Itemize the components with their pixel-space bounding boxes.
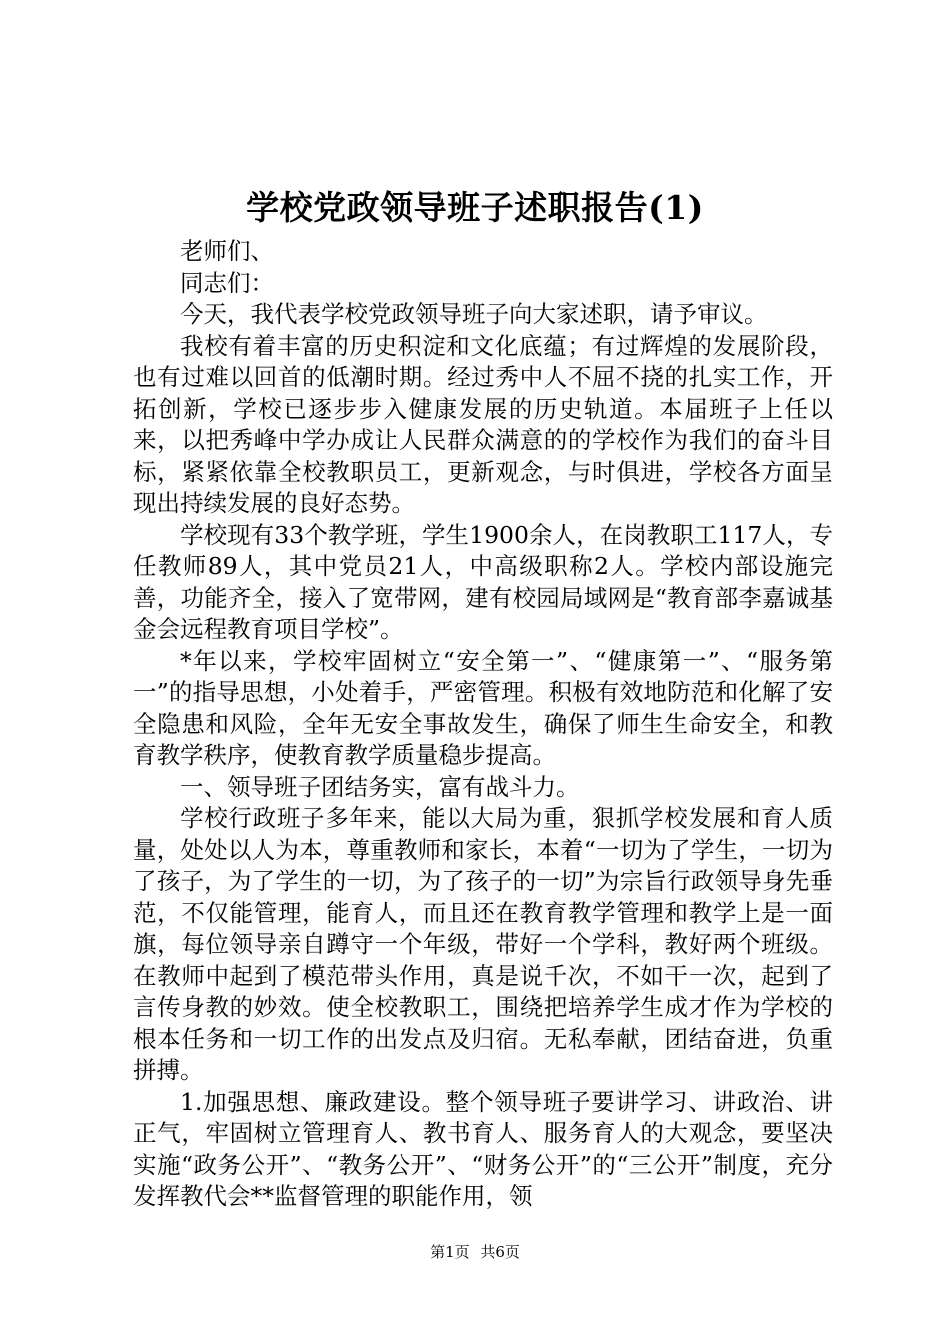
paragraph-item-1: 1.加强思想、廉政建设。整个领导班子要讲学习、讲政治、讲正气，牢固树立管理育人、教书育人、服务育人的大观念，要坚决实施“政务公开”、“教务公开”、“财务公开”的“三公开”制度，充分发挥教代会**监督管理的职能作用，领 — [133, 1087, 833, 1210]
salutation-teachers: 老师们、 — [180, 237, 274, 265]
page-total: 共6页 — [480, 1243, 520, 1261]
paragraph-history: 我校有着丰富的历史积淀和文化底蕴；有过辉煌的发展阶段，也有过难以回首的低潮时期。经过秀中人不屈不挠的扎实工作，开拓创新，学校已逐步步入健康发展的历史轨道。本届班子上任以来，以把秀峰中学办成让人民群众满意的的学校作为我们的奋斗目标，紧紧依靠全校教职员工，更新观念，与时俱进，学校各方面呈现出持续发展的良好态势。 — [133, 331, 833, 517]
document-title: 学校党政领导班子述职报告(1) — [246, 188, 704, 227]
paragraph-school-stats: 学校现有33个教学班，学生1900余人，在岗教职工117人，专任教师89人，其中党员21人，中高级职称2人。学校内部设施完善，功能齐全，接入了宽带网，建有校园局域网是“教育部李嘉诚基金会远程教育项目学校”。 — [133, 520, 833, 643]
page-footer — [0, 1242, 950, 1262]
page-number: 第1页 — [430, 1243, 470, 1261]
section-heading-1: 一、领导班子团结务实，富有战斗力。 — [180, 772, 580, 801]
document-body — [133, 236, 833, 1213]
paragraph-safety: *年以来，学校牢固树立“安全第一”、“健康第一”、“服务第一”的指导思想，小处着手，严密管理。积极有效地防范和化解了安全隐患和风险，全年无安全事故发生，确保了师生生命安全，和教育教学秩序，使教育教学质量稳步提高。 — [133, 646, 833, 769]
paragraph-intro: 今天，我代表学校党政领导班子向大家述职，请予审议。 — [180, 300, 768, 328]
salutation-comrades: 同志们： — [180, 268, 274, 297]
paragraph-leadership: 学校行政班子多年来，能以大局为重，狠抓学校发展和育人质量，处处以人为本，尊重教师和家长，本着“一切为了学生，一切为了孩子，为了学生的一切，为了孩子的一切”为宗旨行政领导身先垂范，不仅能管理，能育人，而且还在教育教学管理和教学上是一面旗，每位领导亲自蹲守一个年级，带好一个学科，教好两个班级。在教师中起到了模范带头作用，真是说千次，不如干一次，起到了言传身教的妙效。使全校教职工，围绕把培养学生成才作为学校的根本任务和一切工作的出发点及归宿。无私奉献，团结奋进，负重拼搏。 — [133, 804, 833, 1084]
